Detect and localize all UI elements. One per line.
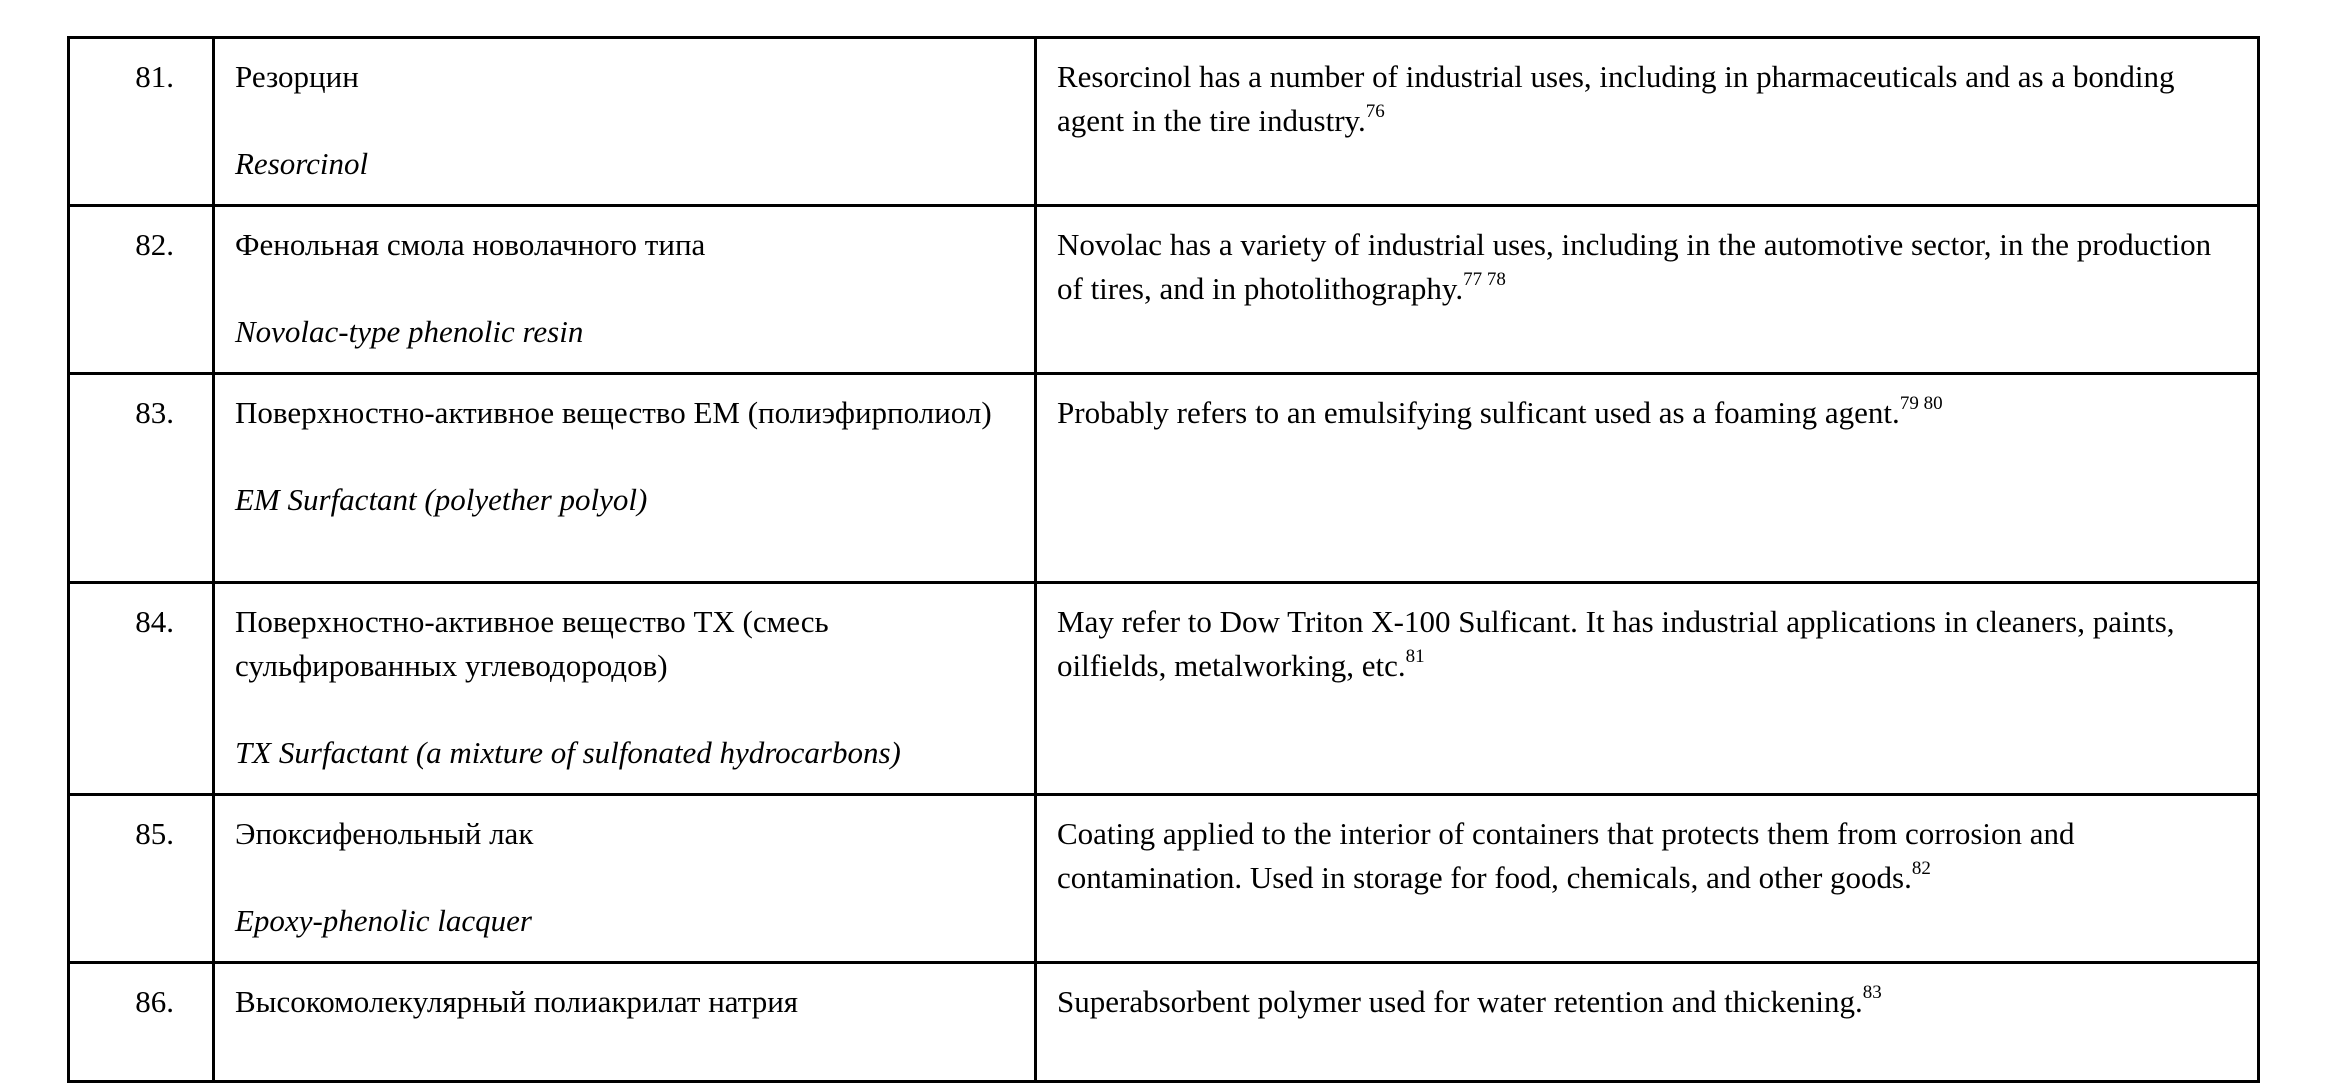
row-number: 85. [69, 795, 214, 963]
row-number: 86. [69, 963, 214, 1082]
description-text: Novolac has a variety of industrial uses, including in the automotive sector, in the production of tires, and in photolithography. [1057, 227, 2212, 306]
row-number: 83. [69, 374, 214, 583]
russian-term: Фенольная смола новолачного типа [235, 227, 706, 262]
row-number: 84. [69, 583, 214, 795]
term-cell [214, 963, 1036, 1082]
russian-term: Высокомолекулярный полиакрилат натрия [235, 984, 799, 1019]
description-text: Superabsorbent polymer used for water retention and thickening. [1057, 984, 1863, 1019]
table-row [69, 38, 2259, 206]
term-cell [214, 583, 1036, 795]
description-cell [1036, 795, 2259, 963]
description-cell [1036, 206, 2259, 374]
english-term: Resorcinol [235, 146, 369, 181]
table-row [69, 963, 2259, 1082]
footnote-ref: 76 [1365, 101, 1385, 122]
term-cell [214, 206, 1036, 374]
footnote-ref: 77 78 [1463, 269, 1506, 290]
english-term: EM Surfactant (polyether polyol) [235, 482, 648, 517]
description-cell [1036, 583, 2259, 795]
russian-term: Поверхностно-активное вещество ЕМ (полиэфирполиол) [235, 395, 992, 430]
footnote-ref: 82 [1911, 858, 1931, 879]
description-cell [1036, 38, 2259, 206]
table-row [69, 206, 2259, 374]
english-term: TX Surfactant (a mixture of sulfonated hydrocarbons) [235, 735, 901, 770]
row-number: 82. [69, 206, 214, 374]
description-text: May refer to Dow Triton X-100 Sulficant. It has industrial applications in cleaners, paints, oilfields, metalworking, etc. [1057, 604, 2175, 683]
term-cell [214, 374, 1036, 583]
footnote-ref: 79 80 [1899, 393, 1943, 414]
description-text: Probably refers to an emulsifying sulficant used as a foaming agent. [1057, 395, 1900, 430]
russian-term: Эпоксифенольный лак [235, 816, 534, 851]
footnote-ref: 81 [1405, 646, 1425, 667]
table-row [69, 374, 2259, 583]
table-row [69, 795, 2259, 963]
chemical-terms-table [67, 36, 2260, 1083]
footnote-ref: 83 [1862, 982, 1882, 1003]
description-cell [1036, 374, 2259, 583]
row-number: 81. [69, 38, 214, 206]
term-cell [214, 38, 1036, 206]
russian-term: Резорцин [235, 59, 359, 94]
description-text: Resorcinol has a number of industrial uses, including in pharmaceuticals and as a bonding agent in the tire industry. [1057, 59, 2175, 138]
english-term: Novolac-type phenolic resin [235, 314, 584, 349]
english-term: Epoxy-phenolic lacquer [235, 903, 532, 938]
term-cell [214, 795, 1036, 963]
table-row [69, 583, 2259, 795]
russian-term: Поверхностно-активное вещество ТХ (смесь сульфированных углеводородов) [235, 604, 829, 683]
description-cell [1036, 963, 2259, 1082]
description-text: Coating applied to the interior of containers that protects them from corrosion and contamination. Used in storage for food, chemicals, and other goods. [1057, 816, 2075, 895]
